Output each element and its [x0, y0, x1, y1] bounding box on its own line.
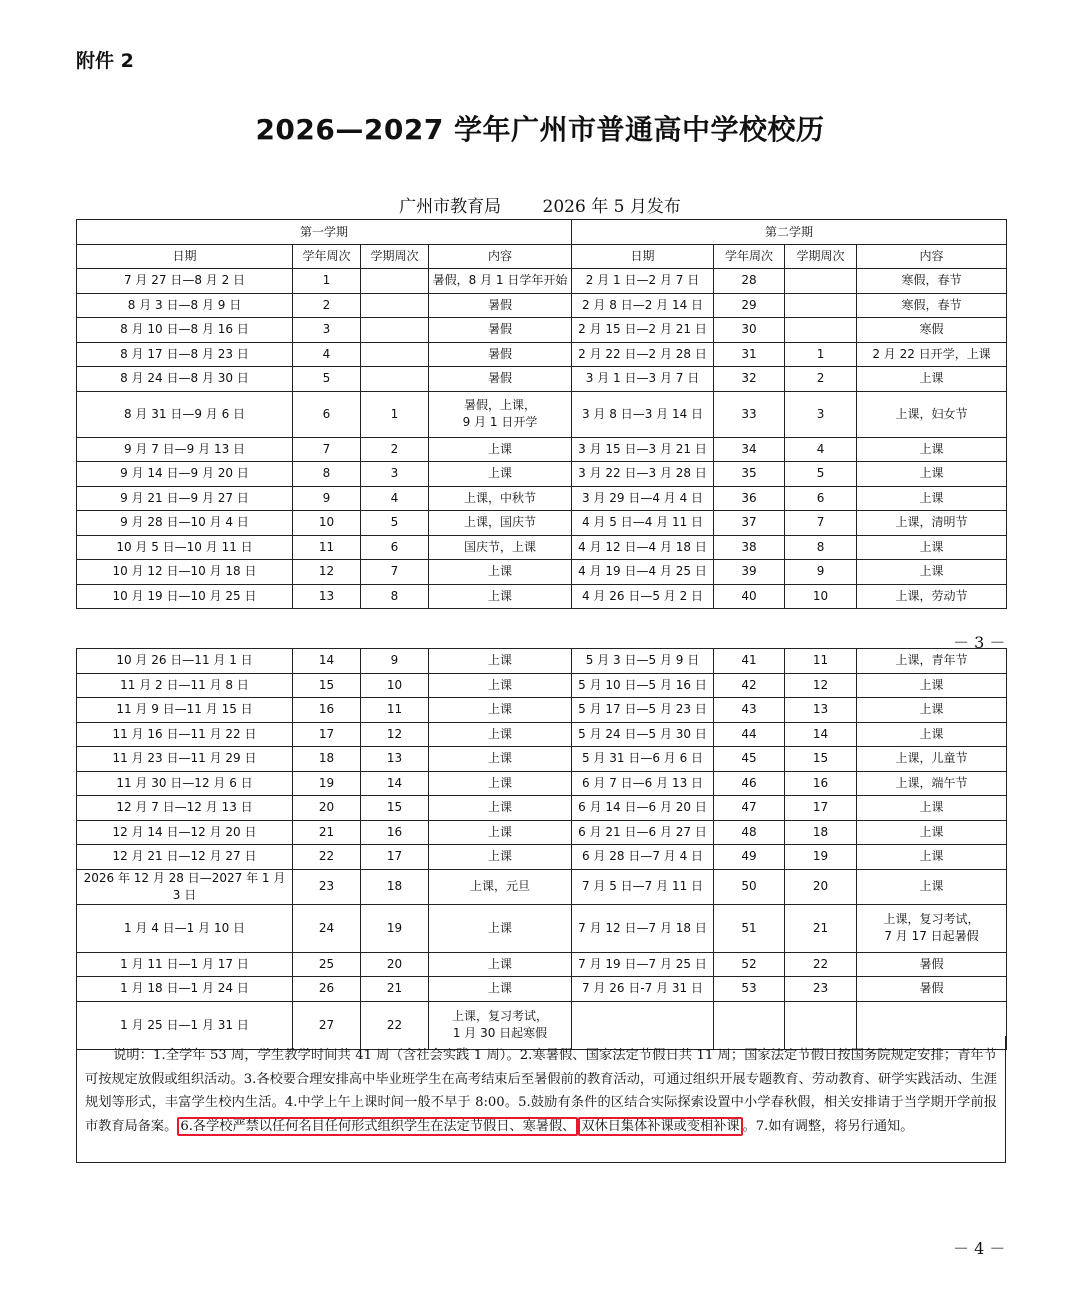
table-cell: 21 [293, 820, 361, 845]
table-cell: 5 [293, 367, 361, 392]
table-cell: 11 月 2 日—11 月 8 日 [77, 673, 293, 698]
table-cell: 28 [714, 269, 785, 294]
table-row [77, 952, 1007, 977]
table-cell: 10 月 26 日—11 月 1 日 [77, 649, 293, 674]
table-cell: 17 [293, 722, 361, 747]
table-row [77, 293, 1007, 318]
notes-text: 说明：1.全学年 53 周，学生教学时间共 41 周（含社会实践 1 周）。2.寒暑假、国家法定节假日共 11 周；国家法定节假日按国务院规定安排；青年节可按规定放假或组织活动。3.各校要合理安排高中毕业班学生在高考结束后至暑假前的教育活动，可通过组织开展专题教育、劳动教育、研学实践活动、生涯规划等形式，丰富学生校内生活。4.中学上午上课时间一般不早于 8:00。5.鼓励有条件的区结合实际探索设置中小学春秋假，相关安排请于当学期开学前报市教育局备案。 [85, 1048, 997, 1134]
table-cell: 10 月 19 日—10 月 25 日 [77, 584, 293, 609]
table-cell: 11 月 30 日—12 月 6 日 [77, 771, 293, 796]
table-cell: 8 [361, 584, 429, 609]
table-cell: 11 [293, 535, 361, 560]
table-cell: 22 [785, 952, 857, 977]
col-term-week: 学期周次 [361, 245, 429, 269]
table-row [77, 560, 1007, 585]
table-cell: 2 月 22 日—2 月 28 日 [572, 342, 714, 367]
table-cell: 45 [714, 747, 785, 772]
table-cell: 3 月 8 日—3 月 14 日 [572, 391, 714, 437]
table-cell: 4 月 5 日—4 月 11 日 [572, 511, 714, 536]
second-semester-header: 第二学期 [572, 220, 1007, 245]
col-content: 内容 [857, 245, 1007, 269]
table-cell: 上课 [857, 796, 1007, 821]
table-cell: 2 [293, 293, 361, 318]
table-cell: 上课，劳动节 [857, 584, 1007, 609]
table-cell: 11 月 23 日—11 月 29 日 [77, 747, 293, 772]
table-cell: 上课，复习考试， 1 月 30 日起寒假 [429, 1001, 572, 1049]
table-cell: 47 [714, 796, 785, 821]
table-cell: 18 [785, 820, 857, 845]
table-cell: 上课 [429, 845, 572, 870]
table-row [77, 318, 1007, 343]
table-cell: 12 月 14 日—12 月 20 日 [77, 820, 293, 845]
table-cell: 上课，儿童节 [857, 747, 1007, 772]
table-cell: 40 [714, 584, 785, 609]
semester-header-row [77, 220, 1007, 245]
table-row [77, 649, 1007, 674]
table-cell: 20 [785, 869, 857, 904]
notes-block [76, 1036, 1006, 1163]
table-cell: 19 [293, 771, 361, 796]
table-cell: 上课 [429, 673, 572, 698]
table-cell: 11 [361, 698, 429, 723]
table-cell: 4 月 26 日—5 月 2 日 [572, 584, 714, 609]
table-cell: 44 [714, 722, 785, 747]
table-cell: 暑假 [857, 952, 1007, 977]
col-year-week: 学年周次 [293, 245, 361, 269]
table-cell: 暑假 [429, 318, 572, 343]
table-row [77, 977, 1007, 1002]
table-cell: 上课，中秋节 [429, 486, 572, 511]
table-cell: 暑假 [429, 342, 572, 367]
table-cell: 1 [785, 342, 857, 367]
highlighted-note-b: 双休日集体补课或变相补课 [578, 1117, 742, 1136]
table-cell: 12 [785, 673, 857, 698]
table-cell: 11 [785, 649, 857, 674]
table-cell: 上课 [429, 584, 572, 609]
table-cell: 53 [714, 977, 785, 1002]
table-cell: 暑假 [429, 293, 572, 318]
table-cell: 2 月 22 日开学，上课 [857, 342, 1007, 367]
table-cell: 1 [293, 269, 361, 294]
table-cell: 8 月 31 日—9 月 6 日 [77, 391, 293, 437]
table-cell: 8 月 24 日—8 月 30 日 [77, 367, 293, 392]
table-cell: 寒假 [857, 318, 1007, 343]
table-cell: 19 [785, 845, 857, 870]
col-year-week: 学年周次 [714, 245, 785, 269]
table-cell: 2 [785, 367, 857, 392]
table-cell: 5 [361, 511, 429, 536]
table-cell: 14 [361, 771, 429, 796]
table-cell: 11 月 16 日—11 月 22 日 [77, 722, 293, 747]
table-cell: 48 [714, 820, 785, 845]
table-cell: 9 [785, 560, 857, 585]
table-cell: 1 月 18 日—1 月 24 日 [77, 977, 293, 1002]
table-cell: 寒假，春节 [857, 293, 1007, 318]
table-cell: 16 [293, 698, 361, 723]
table-cell [361, 342, 429, 367]
table-cell [361, 318, 429, 343]
publisher-org: 广州市教育局 [399, 197, 502, 217]
table-cell: 17 [785, 796, 857, 821]
table-cell: 上课 [429, 952, 572, 977]
table-cell: 上课 [429, 698, 572, 723]
table-cell: 35 [714, 462, 785, 487]
table-cell: 9 月 14 日—9 月 20 日 [77, 462, 293, 487]
table-cell: 上课 [429, 820, 572, 845]
table-cell: 3 月 15 日—3 月 21 日 [572, 437, 714, 462]
table-cell: 12 [361, 722, 429, 747]
table-cell: 7 月 26 日-7 月 31 日 [572, 977, 714, 1002]
table-cell: 7 [361, 560, 429, 585]
table-cell: 12 月 21 日—12 月 27 日 [77, 845, 293, 870]
table-cell: 9 [293, 486, 361, 511]
page-title: 2026—2027 学年广州市普通高中学校校历 [255, 113, 825, 146]
table-cell: 29 [714, 293, 785, 318]
table-cell [785, 269, 857, 294]
table-cell: 46 [714, 771, 785, 796]
table-cell: 国庆节，上课 [429, 535, 572, 560]
table-cell: 7 月 12 日—7 月 18 日 [572, 904, 714, 952]
table-cell [361, 367, 429, 392]
table-cell: 21 [361, 977, 429, 1002]
table-cell: 17 [361, 845, 429, 870]
table-cell: 6 月 14 日—6 月 20 日 [572, 796, 714, 821]
table-cell: 2 月 8 日—2 月 14 日 [572, 293, 714, 318]
table-cell: 3 [361, 462, 429, 487]
table-cell: 上课 [429, 904, 572, 952]
table-cell: 上课 [857, 437, 1007, 462]
table-cell: 15 [361, 796, 429, 821]
table-cell: 41 [714, 649, 785, 674]
table-cell: 9 月 7 日—9 月 13 日 [77, 437, 293, 462]
table-row [77, 722, 1007, 747]
table-cell: 上课，端午节 [857, 771, 1007, 796]
first-semester-header: 第一学期 [77, 220, 572, 245]
table-cell: 2 月 15 日—2 月 21 日 [572, 318, 714, 343]
table-cell: 7 月 27 日—8 月 2 日 [77, 269, 293, 294]
table-row [77, 796, 1007, 821]
table-cell: 暑假 [857, 977, 1007, 1002]
table-cell: 22 [293, 845, 361, 870]
table-cell: 暑假 [429, 367, 572, 392]
table-row [77, 869, 1007, 904]
table-cell: 上课 [857, 869, 1007, 904]
table-cell: 上课 [857, 698, 1007, 723]
table-cell: 暑假，8 月 1 日学年开始 [429, 269, 572, 294]
table-cell: 寒假，春节 [857, 269, 1007, 294]
table-cell: 20 [361, 952, 429, 977]
table-row [77, 367, 1007, 392]
table-cell: 8 [785, 535, 857, 560]
table-cell: 上课，清明节 [857, 511, 1007, 536]
table-cell: 上课，青年节 [857, 649, 1007, 674]
calendar-table-part2 [76, 648, 1007, 1050]
table-cell: 上课 [857, 845, 1007, 870]
table-cell: 6 [293, 391, 361, 437]
table-cell: 20 [293, 796, 361, 821]
table-cell: 上课，妇女节 [857, 391, 1007, 437]
table-cell: 上课 [429, 649, 572, 674]
publisher-line [0, 192, 1080, 217]
table-cell: 23 [785, 977, 857, 1002]
table-cell: 6 [361, 535, 429, 560]
table-row [77, 673, 1007, 698]
table-cell: 3 [785, 391, 857, 437]
table-row [77, 535, 1007, 560]
table-cell: 1 [361, 391, 429, 437]
table-cell: 上课 [429, 722, 572, 747]
table-cell: 上课 [857, 560, 1007, 585]
table-cell: 49 [714, 845, 785, 870]
table-cell: 50 [714, 869, 785, 904]
table-cell: 10 月 5 日—10 月 11 日 [77, 535, 293, 560]
table-cell: 8 月 10 日—8 月 16 日 [77, 318, 293, 343]
table-row [77, 462, 1007, 487]
table-cell: 31 [714, 342, 785, 367]
table-cell: 13 [361, 747, 429, 772]
table-cell: 6 月 7 日—6 月 13 日 [572, 771, 714, 796]
table-cell: 3 月 29 日—4 月 4 日 [572, 486, 714, 511]
table-cell: 上课 [857, 535, 1007, 560]
table-cell: 上课 [857, 673, 1007, 698]
table-cell: 10 [785, 584, 857, 609]
table-cell: 26 [293, 977, 361, 1002]
table-cell: 5 [785, 462, 857, 487]
table-cell: 上课 [429, 747, 572, 772]
table-cell: 5 月 31 日—6 月 6 日 [572, 747, 714, 772]
table-cell: 4 月 19 日—4 月 25 日 [572, 560, 714, 585]
table-cell: 上课 [857, 462, 1007, 487]
table-cell: 18 [361, 869, 429, 904]
highlighted-note-a: 6.各学校严禁以任何名目任何形式组织学生在法定节假日、寒暑假、 [177, 1117, 578, 1136]
table-cell: 1 月 25 日—1 月 31 日 [77, 1001, 293, 1049]
col-term-week: 学期周次 [785, 245, 857, 269]
table-cell: 上课 [857, 367, 1007, 392]
table-cell: 39 [714, 560, 785, 585]
table-cell: 13 [293, 584, 361, 609]
table-cell: 8 月 17 日—8 月 23 日 [77, 342, 293, 367]
table-cell: 上课 [429, 977, 572, 1002]
attachment-label: 附件 2 [76, 50, 134, 72]
table-cell: 21 [785, 904, 857, 952]
table-cell: 37 [714, 511, 785, 536]
table-cell: 上课，国庆节 [429, 511, 572, 536]
table-cell: 4 月 12 日—4 月 18 日 [572, 535, 714, 560]
col-date: 日期 [77, 245, 293, 269]
table-cell: 11 月 9 日—11 月 15 日 [77, 698, 293, 723]
col-content: 内容 [429, 245, 572, 269]
table-cell: 4 [361, 486, 429, 511]
table-cell: 22 [361, 1001, 429, 1049]
table-cell: 9 [361, 649, 429, 674]
table-cell: 4 [293, 342, 361, 367]
table-row [77, 904, 1007, 952]
table-cell: 5 月 10 日—5 月 16 日 [572, 673, 714, 698]
table-cell: 暑假，上课， 9 月 1 日开学 [429, 391, 572, 437]
col-date: 日期 [572, 245, 714, 269]
table-cell: 25 [293, 952, 361, 977]
table-row [77, 845, 1007, 870]
table-cell: 36 [714, 486, 785, 511]
table-row [77, 486, 1007, 511]
table-cell: 上课 [429, 462, 572, 487]
table-row [77, 391, 1007, 437]
table-cell: 9 月 28 日—10 月 4 日 [77, 511, 293, 536]
table-cell: 1 月 11 日—1 月 17 日 [77, 952, 293, 977]
table-cell: 2026 年 12 月 28 日—2027 年 1 月 3 日 [77, 869, 293, 904]
table-cell: 10 [293, 511, 361, 536]
table-cell: 3 月 22 日—3 月 28 日 [572, 462, 714, 487]
table-cell: 10 月 12 日—10 月 18 日 [77, 560, 293, 585]
table-cell: 14 [785, 722, 857, 747]
table-cell: 上课 [857, 486, 1007, 511]
notes-text-end: 。7.如有调整，将另行通知。 [742, 1118, 914, 1134]
table-cell: 4 [785, 437, 857, 462]
table-cell: 51 [714, 904, 785, 952]
table-cell [361, 293, 429, 318]
table-cell: 5 月 3 日—5 月 9 日 [572, 649, 714, 674]
table-cell [785, 318, 857, 343]
table-cell: 19 [361, 904, 429, 952]
column-header-row [77, 245, 1007, 269]
table-cell: 6 月 28 日—7 月 4 日 [572, 845, 714, 870]
table-cell: 3 月 1 日—3 月 7 日 [572, 367, 714, 392]
page-number-4: － 4 － [953, 1239, 1006, 1258]
table-cell: 1 月 4 日—1 月 10 日 [77, 904, 293, 952]
table-row [77, 698, 1007, 723]
table-cell [785, 293, 857, 318]
table-cell: 上课，元旦 [429, 869, 572, 904]
table-cell: 12 月 7 日—12 月 13 日 [77, 796, 293, 821]
table-cell: 上课 [429, 771, 572, 796]
table-cell: 42 [714, 673, 785, 698]
table-row [77, 342, 1007, 367]
table-cell: 43 [714, 698, 785, 723]
table-cell: 7 月 19 日—7 月 25 日 [572, 952, 714, 977]
table-cell: 52 [714, 952, 785, 977]
table-cell: 2 月 1 日—2 月 7 日 [572, 269, 714, 294]
table-cell: 5 月 24 日—5 月 30 日 [572, 722, 714, 747]
table-cell: 7 [785, 511, 857, 536]
table-row [77, 747, 1007, 772]
table-row [77, 511, 1007, 536]
table-cell: 3 [293, 318, 361, 343]
table-cell [361, 269, 429, 294]
table-row [77, 771, 1007, 796]
table-cell: 6 [785, 486, 857, 511]
table-cell: 18 [293, 747, 361, 772]
table-cell: 24 [293, 904, 361, 952]
table-cell: 38 [714, 535, 785, 560]
table-cell: 上课，复习考试， 7 月 17 日起暑假 [857, 904, 1007, 952]
table-cell: 16 [785, 771, 857, 796]
table-cell: 14 [293, 649, 361, 674]
table-cell: 33 [714, 391, 785, 437]
publish-date: 2026 年 5 月发布 [542, 197, 681, 217]
page-number-3: － 3 － [953, 633, 1006, 652]
table-cell: 上课 [857, 722, 1007, 747]
table-cell: 上课 [429, 437, 572, 462]
table-cell: 15 [293, 673, 361, 698]
table-cell: 2 [361, 437, 429, 462]
table-cell: 23 [293, 869, 361, 904]
table-cell: 9 月 21 日—9 月 27 日 [77, 486, 293, 511]
table-cell: 34 [714, 437, 785, 462]
table-cell: 上课 [429, 796, 572, 821]
table-cell: 32 [714, 367, 785, 392]
table-cell: 5 月 17 日—5 月 23 日 [572, 698, 714, 723]
table-row [77, 820, 1007, 845]
table-cell: 16 [361, 820, 429, 845]
table-cell: 6 月 21 日—6 月 27 日 [572, 820, 714, 845]
table-cell: 7 月 5 日—7 月 11 日 [572, 869, 714, 904]
table-cell: 7 [293, 437, 361, 462]
table-cell: 10 [361, 673, 429, 698]
table-cell: 13 [785, 698, 857, 723]
table-cell: 上课 [857, 820, 1007, 845]
table-cell: 12 [293, 560, 361, 585]
table-cell: 8 月 3 日—8 月 9 日 [77, 293, 293, 318]
table-row [77, 269, 1007, 294]
calendar-table-part1 [76, 219, 1007, 609]
table-cell: 27 [293, 1001, 361, 1049]
table-cell: 上课 [429, 560, 572, 585]
table-row [77, 437, 1007, 462]
table-cell: 15 [785, 747, 857, 772]
table-cell: 8 [293, 462, 361, 487]
table-row [77, 584, 1007, 609]
table-cell: 30 [714, 318, 785, 343]
